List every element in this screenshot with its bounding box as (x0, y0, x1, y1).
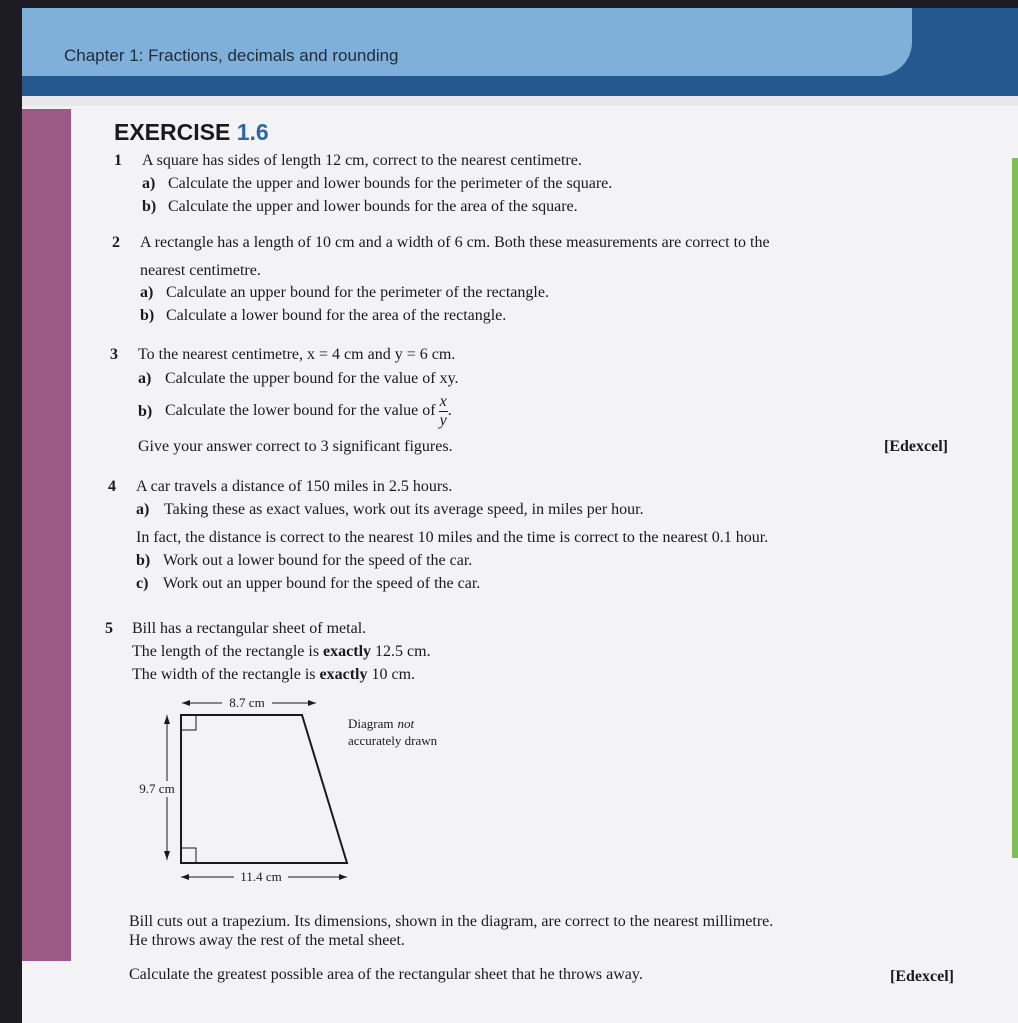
top-dimension-label: 8.7 cm (229, 695, 265, 710)
fraction-x-over-y (439, 394, 448, 429)
question-5-number: 5 (105, 620, 113, 637)
question-5-line3-emphasis: exactly (319, 666, 368, 683)
question-3-number: 3 (110, 346, 118, 363)
fraction-denominator: y (439, 412, 447, 429)
question-4c-text: Work out an upper bound for the speed of the car. (163, 575, 481, 592)
side-dimension-label: 9.7 cm (139, 781, 175, 796)
side-arrow-bottom (164, 851, 170, 860)
question-3b-end: . (447, 402, 452, 420)
question-3a-text: Calculate the upper bound for the value of xy. (165, 370, 459, 387)
bottom-arrow-right (339, 874, 347, 880)
question-1a-text: Calculate the upper and lower bounds for the perimeter of the square. (168, 175, 613, 192)
question-3a-label: a) (138, 370, 152, 387)
question-4a-label: a) (136, 501, 150, 518)
question-2b-text: Calculate a lower bound for the area of the rectangle. (166, 307, 507, 324)
question-2-stem-line2: nearest centimetre. (140, 262, 261, 279)
exercise-title-number: 1.6 (236, 119, 269, 145)
trapezium-diagram (130, 693, 490, 893)
question-5-after-line1: Bill cuts out a trapezium. Its dimensions, shown in the diagram, are correct to the nearest millimetre. (129, 913, 774, 930)
top-arrow-right (308, 700, 316, 706)
question-2b-label: b) (140, 307, 155, 324)
question-3b-prompt: Calculate the lower bound for the value of (165, 402, 436, 420)
diagram-note-word: Diagram (348, 716, 394, 731)
edge-strip (1012, 158, 1018, 858)
header-band (22, 96, 1018, 106)
question-3b-label: b) (138, 403, 153, 420)
textbook-page (22, 8, 1018, 1023)
question-4-number: 4 (108, 478, 116, 495)
question-2a-label: a) (140, 284, 154, 301)
question-5-line2 (132, 643, 431, 661)
question-1b-label: b) (142, 198, 157, 215)
question-4b-text: Work out a lower bound for the speed of the car. (163, 552, 473, 569)
question-1b-text: Calculate the upper and lower bounds for the area of the square. (168, 198, 578, 215)
side-color-bar (22, 109, 71, 961)
fraction-numerator: x (439, 393, 447, 410)
question-5-line2-pre: The length of the rectangle is (132, 643, 320, 660)
question-1a-label: a) (142, 175, 156, 192)
question-5-line1: Bill has a rectangular sheet of metal. (132, 620, 367, 637)
question-5-line3 (132, 666, 415, 684)
question-5-line3-post: 10 cm. (371, 666, 416, 683)
top-arrow-left (182, 700, 190, 706)
right-angle-bottom (181, 848, 196, 863)
side-arrow-top (164, 715, 170, 724)
question-2-stem-line1: A rectangle has a length of 10 cm and a width of 6 cm. Both these measurements are correct to the (140, 234, 770, 251)
question-2a-text: Calculate an upper bound for the perimeter of the rectangle. (166, 284, 549, 301)
question-5-line3-pre: The width of the rectangle is (132, 666, 316, 683)
question-4-stem: A car travels a distance of 150 miles in 2.5 hours. (136, 478, 453, 495)
question-4a-text: Taking these as exact values, work out its average speed, in miles per hour. (164, 501, 644, 518)
diagram-note-italic: not (397, 716, 415, 731)
question-5-after-line2: He throws away the rest of the metal sheet. (129, 932, 405, 949)
question-3-stem: To the nearest centimetre, x = 4 cm and y = 6 cm. (138, 346, 456, 363)
question-1-stem: A square has sides of length 12 cm, correct to the nearest centimetre. (142, 152, 582, 169)
bottom-dimension-label: 11.4 cm (240, 869, 282, 884)
question-2-number: 2 (112, 234, 120, 251)
diagram-note-line2: accurately drawn (348, 733, 438, 748)
question-5-task: Calculate the greatest possible area of the rectangular sheet that he throws away. (129, 966, 643, 983)
question-4-info: In fact, the distance is correct to the nearest 10 miles and the time is correct to the nearest 0.1 hour. (136, 529, 769, 546)
diagram-note-line1 (348, 716, 414, 731)
question-5-line2-emphasis: exactly (323, 643, 372, 660)
trapezium-shape (181, 715, 347, 863)
chapter-title: Chapter 1: Fractions, decimals and rounding (64, 46, 399, 65)
question-5-source: [Edexcel] (890, 968, 954, 985)
exercise-title-word: EXERCISE (114, 119, 231, 145)
exercise-title (114, 119, 269, 146)
bottom-arrow-left (181, 874, 189, 880)
question-4c-label: c) (136, 575, 149, 592)
question-5-line2-post: 12.5 cm. (375, 643, 431, 660)
right-angle-top (181, 715, 196, 730)
question-4b-label: b) (136, 552, 151, 569)
question-3-source: [Edexcel] (884, 438, 948, 455)
question-3-note: Give your answer correct to 3 significant figures. (138, 438, 453, 455)
question-3b-text (165, 394, 452, 429)
question-1-number: 1 (114, 152, 122, 169)
